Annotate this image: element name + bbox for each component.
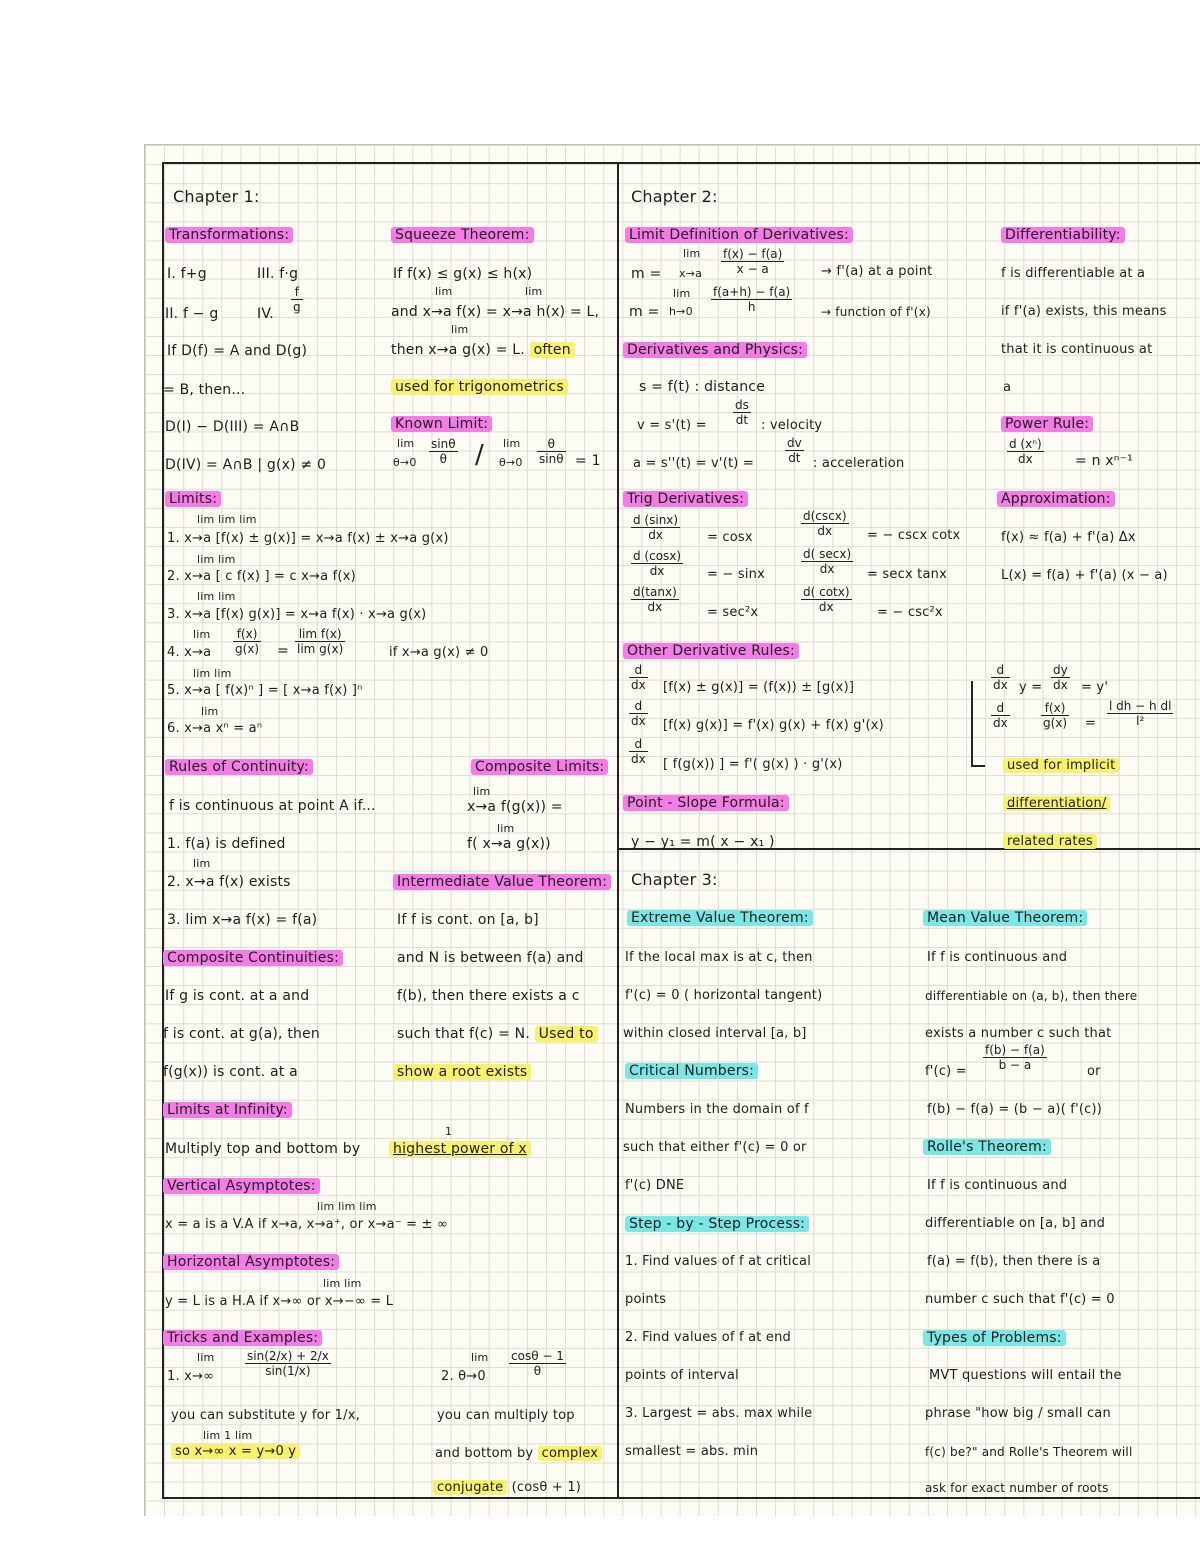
steps-line-2: points <box>625 1292 667 1307</box>
physics-v-fraction <box>733 398 751 427</box>
trig-1-den: dx <box>648 528 663 542</box>
ivt-line-4 <box>397 1025 598 1043</box>
continuity-line-1: f is continuous at point A if... <box>169 798 376 814</box>
continuity-heading-wrap <box>165 758 313 776</box>
physics-heading-wrap <box>623 341 807 359</box>
tricks-e2-fraction <box>509 1349 566 1378</box>
problems-heading-wrap <box>923 1329 1066 1347</box>
known-limit-heading: Known Limit: <box>391 416 492 432</box>
squeeze-line-3a: then x→a g(x) = L. <box>391 342 525 358</box>
composite-limits-heading-wrap <box>471 758 608 776</box>
limit-def-m1-post: → f'(a) at a point <box>821 264 933 279</box>
limits-r4-eq: = <box>277 643 289 659</box>
critical-line-2: such that either f'(c) = 0 or <box>623 1140 807 1155</box>
trig-4-den: dx <box>817 524 833 538</box>
limit-def-heading-wrap <box>625 226 853 244</box>
known-sub-1: θ→0 <box>393 456 417 469</box>
tricks-e1-text-1: you can substitute y for 1/x, <box>171 1408 360 1423</box>
physics-a-den: dt <box>788 451 801 465</box>
limit-def-heading: Limit Definition of Derivatives: <box>625 227 853 243</box>
continuity-line-3: 2. x→a f(x) exists <box>167 874 291 890</box>
point-slope-heading-wrap <box>623 794 789 812</box>
tricks-e1-pre: 1. x→∞ <box>167 1369 215 1384</box>
f-over-g-den: g <box>293 300 301 314</box>
implicit-used: used for implicit <box>1003 758 1119 773</box>
trig-5-den: dx <box>819 562 835 576</box>
implicit-dy: dy <box>1053 663 1068 677</box>
limits-r4-n1: f(x) <box>233 627 261 642</box>
evt-line-2: f'(c) = 0 ( horizontal tangent) <box>625 988 823 1003</box>
tricks-e2-text-3 <box>433 1479 581 1497</box>
physics-v-pre: v = s'(t) = <box>637 418 707 433</box>
critical-heading-wrap <box>625 1062 758 1080</box>
trig-2-fraction <box>631 549 683 578</box>
vertical-heading: Vertical Asymptotes: <box>163 1178 320 1194</box>
limit-def-m2-num: f(a+h) − f(a) <box>713 285 791 299</box>
differentiability-line-1: f is differentiable at a <box>1001 266 1146 281</box>
trig-2-res: = − sinx <box>707 567 765 582</box>
implicit-q-eq: = <box>1085 716 1097 731</box>
horizontal-line-1: y = L is a H.A if x→∞ or x→−∞ = L <box>165 1294 394 1309</box>
tricks-heading-wrap <box>163 1329 322 1347</box>
trig-1-fraction <box>631 513 680 542</box>
limit-def-m1-lim: lim <box>683 247 701 260</box>
ivt-heading: Intermediate Value Theorem: <box>393 874 611 890</box>
limits-r3-lims: lim lim <box>197 590 236 603</box>
problems-line-3: f(c) be?" and Rolle's Theorem will <box>925 1445 1133 1459</box>
squeeze-line-2: and x→a f(x) = x→a h(x) = L, <box>391 304 600 320</box>
comp-continuity-heading: Composite Continuities: <box>163 950 343 966</box>
physics-v-post: : velocity <box>761 418 823 433</box>
other-rules-heading: Other Derivative Rules: <box>623 643 799 659</box>
trig-5-num: d( secx) <box>803 547 852 561</box>
differentiability-line-4: a <box>1003 380 1012 395</box>
tricks-e2-text-2 <box>435 1445 602 1463</box>
other-rule-1-ddx <box>629 663 648 692</box>
problems-heading: Types of Problems: <box>923 1330 1066 1346</box>
tricks-e1-lim: lim <box>197 1351 215 1364</box>
transformations-line-4: = B, then... <box>163 382 246 398</box>
other-rule-3: [ f(g(x)) ] = f'( g(x) ) · g'(x) <box>663 757 843 772</box>
ivt-line-1: If f is cont. on [a, b] <box>397 912 539 928</box>
implicit-d-1: d <box>991 663 1010 678</box>
squeeze-line-3 <box>391 341 575 359</box>
limits-r4-d2: lim g(x) <box>297 642 344 656</box>
tricks-e1-text-2: so x→∞ x = y→0 y <box>171 1444 300 1459</box>
steps-line-5: 3. Largest = abs. max while <box>625 1406 813 1421</box>
limits-rule-1: 1. x→a [f(x) ± g(x)] = x→a f(x) ± x→a g(x) <box>167 531 449 546</box>
transformations-line-3: If D(f) = A and D(g) <box>167 343 308 359</box>
implicit-ddx-1 <box>991 663 1010 692</box>
tricks-e2-den: θ <box>533 1364 542 1378</box>
transformations-line-5: D(I) − D(III) = A∩B <box>165 419 300 435</box>
limits-rule-6: 6. x→a xⁿ = aⁿ <box>167 721 263 736</box>
other-rule-3-dx: dx <box>631 752 646 766</box>
continuity-line-2: 1. f(a) is defined <box>167 836 286 852</box>
rolle-line-2: differentiable on [a, b] and <box>925 1216 1106 1231</box>
limits-rule-5: 5. x→a [ f(x)ⁿ ] = [ x→a f(x) ]ⁿ <box>167 683 363 698</box>
horizontal-lims: lim lim <box>323 1277 362 1290</box>
comp-continuity-line-3: f(g(x)) is cont. at a <box>163 1064 298 1080</box>
implicit-q-num: f(x) <box>1041 701 1069 716</box>
squeeze-often: often <box>530 342 575 358</box>
limits-r4-pre: 4. x→a <box>167 645 212 660</box>
steps-heading: Step - by - Step Process: <box>625 1216 809 1232</box>
critical-line-1: Numbers in the domain of f <box>625 1102 809 1117</box>
rolle-line-3: f(a) = f(b), then there is a <box>927 1254 1101 1269</box>
limits-r6-lim: lim <box>201 705 219 718</box>
known-num-2: θ <box>537 437 566 452</box>
transformations-line-2b: IV. <box>257 306 274 322</box>
vertical-heading-wrap <box>163 1177 320 1195</box>
ivt-line-4a: such that f(c) = N. <box>397 1026 530 1042</box>
approx-line-2: L(x) = f(a) + f'(a) (x − a) <box>1001 568 1168 583</box>
trig-1-num: d (sinx) <box>633 513 679 527</box>
evt-heading: Extreme Value Theorem: <box>627 910 813 926</box>
power-heading-wrap <box>1001 415 1093 433</box>
trig-3-den: dx <box>647 600 663 614</box>
physics-v-num: ds <box>735 398 749 412</box>
steps-line-6: smallest = abs. min <box>625 1444 759 1459</box>
limit-def-m1-den: x − a <box>736 262 769 276</box>
steps-line-1: 1. Find values of f at critical <box>625 1254 812 1269</box>
comp-continuity-line-2: f is cont. at g(a), then <box>163 1026 320 1042</box>
vertical-line-1: x = a is a V.A if x→a, x→a⁺, or x→a⁻ = ± ∞ <box>165 1217 449 1232</box>
known-eq: = 1 <box>575 453 601 469</box>
squeeze-heading-wrap <box>391 226 534 244</box>
trig-5-res: = secx tanx <box>867 567 947 582</box>
vertical-lims: lim lim lim <box>317 1200 377 1213</box>
tricks-e1-text-2-wrap <box>171 1443 300 1461</box>
limit-def-m2-sub: h→0 <box>669 305 693 318</box>
limit-def-m1-fraction <box>721 247 784 276</box>
implicit-diff: differentiation/ <box>1003 796 1110 811</box>
limit-def-m2-fraction <box>711 285 792 314</box>
problems-line-4: ask for exact number of roots <box>925 1481 1109 1495</box>
mvt-line-1: If f is continuous and <box>927 950 1068 965</box>
trig-4-num: d(cscx) <box>803 509 847 523</box>
other-rule-1: [f(x) ± g(x)] = (f(x)) ± [g(x)] <box>663 680 855 695</box>
trig-4-res: = − cscx cotx <box>867 528 961 543</box>
physics-a-post: : acceleration <box>813 456 905 471</box>
horizontal-heading-wrap <box>163 1253 339 1271</box>
known-den-2: sinθ <box>539 452 564 466</box>
chapter-2-title: Chapter 2: <box>631 187 718 206</box>
mvt-f-pre: f'(c) = <box>925 1064 967 1079</box>
evt-heading-wrap <box>627 909 813 927</box>
f-over-g-num: f <box>291 285 303 300</box>
tricks-e2-conjugate-expr: (cosθ + 1) <box>511 1480 582 1495</box>
infinity-line-1: Multiply top and bottom by <box>165 1141 361 1157</box>
power-num: d (xⁿ) <box>1009 437 1042 451</box>
approx-heading-wrap <box>997 490 1115 508</box>
tricks-e2-conjugate: conjugate <box>433 1480 507 1495</box>
squeeze-line-1: If f(x) ≤ g(x) ≤ h(x) <box>393 266 533 282</box>
trig-4-fraction <box>801 509 849 538</box>
ivt-heading-wrap <box>393 873 611 891</box>
mvt-f-num: f(b) − f(a) <box>985 1043 1045 1057</box>
implicit-lo-num: l dh − h dl <box>1109 699 1172 713</box>
continuity-heading: Rules of Continuity: <box>165 759 313 775</box>
composite-line-2: f( x→a g(x)) <box>467 836 551 852</box>
trig-heading: Trig Derivatives: <box>623 491 748 507</box>
other-rule-1-d: d <box>629 663 648 678</box>
implicit-d-2: d <box>991 701 1010 716</box>
ivt-line-5-wrap <box>393 1063 531 1081</box>
tricks-e1-fraction <box>245 1349 331 1378</box>
infinity-heading-wrap <box>163 1101 292 1119</box>
tricks-heading: Tricks and Examples: <box>163 1330 322 1346</box>
evt-line-1: If the local max is at c, then <box>625 950 813 965</box>
other-rule-2-ddx <box>629 699 648 728</box>
physics-heading: Derivatives and Physics: <box>623 342 807 358</box>
infinity-highest-power: highest power of x <box>389 1141 531 1157</box>
limits-r4-n2: lim f(x) <box>295 627 345 642</box>
composite-lim-1: lim <box>473 785 491 798</box>
trig-6-den: dx <box>818 600 834 614</box>
approx-heading: Approximation: <box>997 491 1115 507</box>
tricks-e2-text-2a: and bottom by <box>435 1446 534 1461</box>
implicit-bracket <box>971 681 973 767</box>
implicit-diff-wrap <box>1003 795 1110 813</box>
limit-def-m2-post: → function of f'(x) <box>821 305 931 319</box>
trig-2-num: d (cosx) <box>633 549 682 563</box>
trig-3-res: = sec²x <box>707 605 759 620</box>
mvt-fraction <box>983 1043 1047 1072</box>
tricks-e1-lims: lim 1 lim <box>203 1429 253 1442</box>
implicit-related-wrap <box>1003 833 1097 851</box>
physics-a-fraction <box>785 436 804 465</box>
tricks-e1-den: sin(1/x) <box>265 1364 311 1378</box>
ivt-line-2: and N is between f(a) and <box>397 950 584 966</box>
rolle-line-4: number c such that f'(c) = 0 <box>925 1292 1115 1307</box>
tricks-e2-complex: complex <box>538 1446 603 1461</box>
composite-line-1: x→a f(g(x)) = <box>467 799 563 815</box>
trig-6-num: d( cotx) <box>803 585 850 599</box>
implicit-dx-b: dx <box>1053 678 1068 692</box>
continuity-line-4: 3. lim x→a f(x) = f(a) <box>167 912 318 928</box>
other-rules-heading-wrap <box>623 642 799 660</box>
other-rule-2-dx: dx <box>631 714 646 728</box>
rolle-heading-wrap <box>923 1138 1051 1156</box>
known-sub-2: θ→0 <box>499 456 523 469</box>
limits-r2-lims: lim lim <box>197 553 236 566</box>
approx-line-1: f(x) ≈ f(a) + f'(a) Δx <box>1001 530 1136 545</box>
known-num-1: sinθ <box>431 437 456 451</box>
trig-5-fraction <box>801 547 853 576</box>
transformations-line-6: D(IV) = A∩B | g(x) ≠ 0 <box>165 457 327 473</box>
sin-over-theta <box>429 437 458 466</box>
power-den: dx <box>1017 452 1033 466</box>
limits-r5-lims: lim lim <box>193 667 232 680</box>
differentiability-line-2: if f'(a) exists, this means <box>1001 304 1167 319</box>
limit-def-m1-num: f(x) − f(a) <box>723 247 783 261</box>
rolle-line-1: If f is continuous and <box>927 1178 1068 1193</box>
mvt-line-3: exists a number c such that <box>925 1026 1112 1041</box>
limits-rule-3: 3. x→a [f(x) g(x)] = x→a f(x) · x→a g(x) <box>167 607 427 622</box>
limits-r4-post: if x→a g(x) ≠ 0 <box>389 645 489 660</box>
point-slope-heading: Point - Slope Formula: <box>623 795 789 811</box>
limits-r4-frac-1 <box>233 627 261 656</box>
implicit-arrow-stem <box>971 765 985 767</box>
mvt-f-den: b − a <box>998 1058 1032 1072</box>
mvt-f-post: or <box>1087 1064 1101 1079</box>
column-divider <box>617 162 619 1497</box>
mvt-line-4: f(b) − f(a) = (b − a)( f'(c)) <box>927 1102 1103 1117</box>
ivt-used-to: Used to <box>535 1026 598 1042</box>
other-rule-3-ddx <box>629 737 648 766</box>
other-rule-3-d: d <box>629 737 648 752</box>
critical-heading: Critical Numbers: <box>625 1063 758 1079</box>
trig-1-res: = cosx <box>707 530 753 545</box>
implicit-eq: = y' <box>1081 680 1109 695</box>
transformations-line-1a: I. f+g <box>167 266 207 282</box>
steps-line-3: 2. Find values of f at end <box>625 1330 791 1345</box>
theta-over-sin <box>537 437 566 466</box>
other-rule-2-d: d <box>629 699 648 714</box>
trig-3-num: d(tanx) <box>633 585 677 599</box>
continuity-lim: lim <box>193 857 211 870</box>
squeeze-lim-c: lim <box>451 323 469 336</box>
problems-line-2: phrase "how big / small can <box>925 1406 1111 1421</box>
infinity-frac-num: 1 <box>445 1125 453 1138</box>
implicit-q-den: g(x) <box>1043 716 1068 730</box>
known-slash: / <box>475 440 484 470</box>
point-slope-formula: y − y₁ = m( x − x₁ ) <box>631 834 775 850</box>
limits-heading-wrap <box>165 490 221 508</box>
limit-def-m2-lim: lim <box>673 287 691 300</box>
other-rule-1-dx: dx <box>631 678 646 692</box>
differentiability-heading-wrap <box>1001 226 1125 244</box>
trig-6-res: = − csc²x <box>877 605 943 620</box>
tricks-e1-num: sin(2/x) + 2/x <box>247 1349 329 1363</box>
implicit-lodhi <box>1107 699 1173 728</box>
problems-line-1: MVT questions will entail the <box>929 1368 1122 1383</box>
steps-heading-wrap <box>625 1215 809 1233</box>
steps-line-4: points of interval <box>625 1368 739 1383</box>
implicit-related: related rates <box>1003 834 1097 849</box>
known-den-1: θ <box>439 452 447 466</box>
rolle-heading: Rolle's Theorem: <box>923 1139 1051 1155</box>
power-heading: Power Rule: <box>1001 416 1093 432</box>
squeeze-line-4-wrap <box>391 378 568 396</box>
physics-v-den: dt <box>735 413 749 427</box>
implicit-dx-2: dx <box>993 716 1008 730</box>
implicit-dx-1: dx <box>993 678 1008 692</box>
known-lim-2: lim <box>503 437 521 450</box>
physics-s: s = f(t) : distance <box>639 379 766 395</box>
power-fraction <box>1007 437 1044 466</box>
squeeze-heading: Squeeze Theorem: <box>391 227 534 243</box>
mvt-heading: Mean Value Theorem: <box>923 910 1087 926</box>
implicit-dydx <box>1051 663 1070 692</box>
tricks-e2-num: cosθ − 1 <box>511 1349 564 1363</box>
limits-rule-2: 2. x→a [ c f(x) ] = c x→a f(x) <box>167 569 356 584</box>
tricks-e2-lim: lim <box>471 1351 489 1364</box>
implicit-quotient <box>1041 701 1069 730</box>
mvt-line-2: differentiable on (a, b), then there <box>925 989 1138 1003</box>
notes-sheet <box>144 144 1200 1516</box>
known-lim-1: lim <box>397 437 415 450</box>
trig-2-den: dx <box>649 564 665 578</box>
known-limit-heading-wrap <box>391 415 492 433</box>
limit-def-m1-sub: x→a <box>679 267 703 280</box>
power-res: = n xⁿ⁻¹ <box>1075 453 1133 469</box>
differentiability-line-3: that it is continuous at <box>1001 342 1153 357</box>
squeeze-line-4: used for trigonometrics <box>391 379 568 395</box>
mvt-heading-wrap <box>923 909 1087 927</box>
ivt-line-3: f(b), then there exists a c <box>397 988 580 1004</box>
transformations-line-2a: II. f − g <box>165 306 219 322</box>
comp-continuity-heading-wrap <box>163 949 343 967</box>
limits-r4-frac-2 <box>295 627 345 656</box>
limit-def-m1-pre: m = <box>631 266 662 282</box>
limit-def-m2-den: h <box>747 300 756 314</box>
infinity-heading: Limits at Infinity: <box>163 1102 292 1118</box>
transformations-heading-wrap <box>165 226 293 244</box>
squeeze-lim-a: lim <box>435 285 453 298</box>
horizontal-heading: Horizontal Asymptotes: <box>163 1254 339 1270</box>
transformations-line-1b: III. f·g <box>257 266 299 282</box>
physics-a-pre: a = s''(t) = v'(t) = <box>633 456 754 471</box>
f-over-g-fraction <box>291 285 303 314</box>
limit-def-m2-pre: m = <box>629 304 660 320</box>
composite-lim-2: lim <box>497 822 515 835</box>
composite-limits-heading: Composite Limits: <box>471 759 608 775</box>
other-rule-2: [f(x) g(x)] = f'(x) g(x) + f(x) g'(x) <box>663 718 884 733</box>
comp-continuity-line-1: If g is cont. at a and <box>165 988 310 1004</box>
limits-r4-d1: g(x) <box>235 642 260 656</box>
infinity-highest-wrap <box>389 1140 531 1158</box>
trig-heading-wrap <box>623 490 748 508</box>
trig-3-fraction <box>631 585 679 614</box>
differentiability-heading: Differentiability: <box>1001 227 1125 243</box>
squeeze-lim-b: lim <box>525 285 543 298</box>
transformations-heading: Transformations: <box>165 227 293 243</box>
implicit-used-wrap <box>1003 757 1119 775</box>
implicit-lo-den: l² <box>1136 714 1145 728</box>
implicit-y: y = <box>1019 680 1043 695</box>
tricks-e2-pre: 2. θ→0 <box>441 1369 486 1384</box>
evt-line-3: within closed interval [a, b] <box>623 1026 807 1041</box>
chapter-3-title: Chapter 3: <box>631 870 718 889</box>
implicit-ddx-2 <box>991 701 1010 730</box>
trig-6-fraction <box>801 585 852 614</box>
limits-r1-lims: lim lim lim <box>197 513 257 526</box>
tricks-e2-text-1: you can multiply top <box>437 1408 575 1423</box>
ivt-line-5: show a root exists <box>393 1064 531 1080</box>
critical-line-3: f'(c) DNE <box>625 1178 685 1193</box>
limits-heading: Limits: <box>165 491 221 507</box>
physics-a-num: dv <box>787 436 802 450</box>
chapter-1-title: Chapter 1: <box>173 187 260 206</box>
limits-r4-lim: lim <box>193 628 211 641</box>
